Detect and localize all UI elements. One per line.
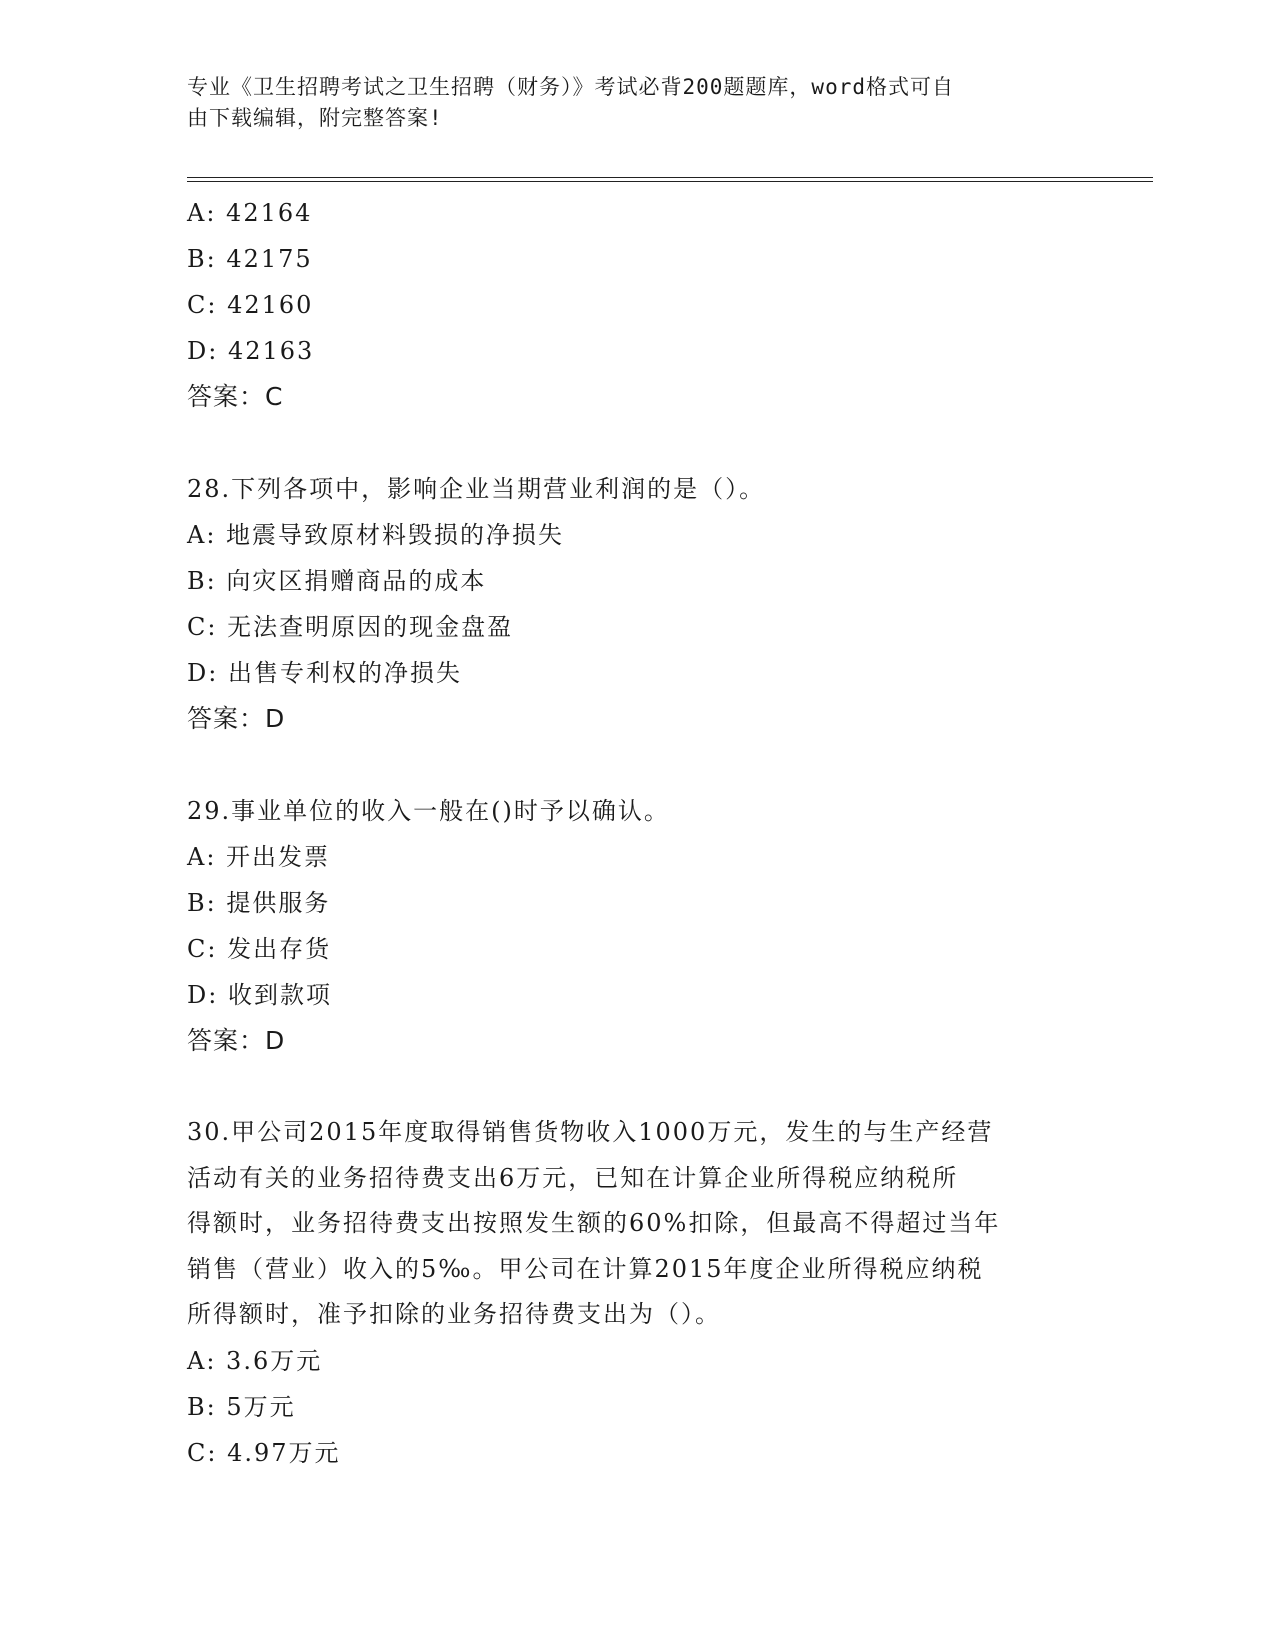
option-a: A: 42164 bbox=[187, 199, 313, 227]
option-b: B: 5万元 bbox=[187, 1392, 296, 1421]
question-27 bbox=[187, 190, 1087, 420]
option-d: D: 出售专利权的净损失 bbox=[187, 659, 462, 687]
question-29 bbox=[187, 788, 1087, 1064]
document-header bbox=[187, 72, 1067, 134]
question-stem bbox=[187, 1110, 1082, 1338]
option-c: C: 发出存货 bbox=[187, 935, 332, 963]
spacer bbox=[187, 742, 1087, 788]
option-a: A: 地震导致原材料毁损的净损失 bbox=[187, 521, 565, 549]
question-stem: 28.下列各项中，影响企业当期营业利润的是（）。 bbox=[187, 475, 766, 503]
stem-line: 销售（营业）收入的5‰。甲公司在计算2015年度企业所得税应纳税 bbox=[187, 1254, 984, 1283]
answer-line: 答案：C bbox=[187, 382, 284, 411]
option-d: D: 收到款项 bbox=[187, 981, 332, 1009]
header-line-2: 由下载编辑，附完整答案! bbox=[187, 106, 443, 130]
option-b: B: 42175 bbox=[187, 245, 313, 273]
option-c: C: 4.97万元 bbox=[187, 1438, 341, 1467]
question-28 bbox=[187, 466, 1087, 742]
answer-line: 答案：D bbox=[187, 1026, 286, 1055]
stem-line: 得额时，业务招待费支出按照发生额的60%扣除，但最高不得超过当年 bbox=[187, 1209, 1001, 1237]
header-divider bbox=[187, 177, 1153, 182]
option-a: A: 3.6万元 bbox=[187, 1346, 323, 1375]
option-a: A: 开出发票 bbox=[187, 843, 331, 871]
answer-line: 答案：D bbox=[187, 704, 286, 733]
header-line-1: 专业《卫生招聘考试之卫生招聘（财务）》考试必背200题题库，word格式可自 bbox=[187, 75, 954, 99]
spacer bbox=[187, 420, 1087, 466]
option-c: C: 42160 bbox=[187, 291, 314, 319]
stem-line: 所得额时，准予扣除的业务招待费支出为（）。 bbox=[187, 1300, 721, 1328]
stem-line: 活动有关的业务招待费支出6万元，已知在计算企业所得税应纳税所 bbox=[187, 1163, 959, 1192]
option-b: B: 提供服务 bbox=[187, 889, 331, 917]
question-stem: 29.事业单位的收入一般在()时予以确认。 bbox=[187, 797, 670, 825]
option-c: C: 无法查明原因的现金盘盈 bbox=[187, 613, 514, 641]
option-b: B: 向灾区捐赠商品的成本 bbox=[187, 567, 487, 595]
spacer bbox=[187, 1064, 1087, 1110]
question-30 bbox=[187, 1110, 1087, 1476]
question-list bbox=[187, 190, 1087, 1476]
stem-line: 30.甲公司2015年度取得销售货物收入1000万元，发生的与生产经营 bbox=[187, 1118, 994, 1146]
option-d: D: 42163 bbox=[187, 337, 315, 365]
